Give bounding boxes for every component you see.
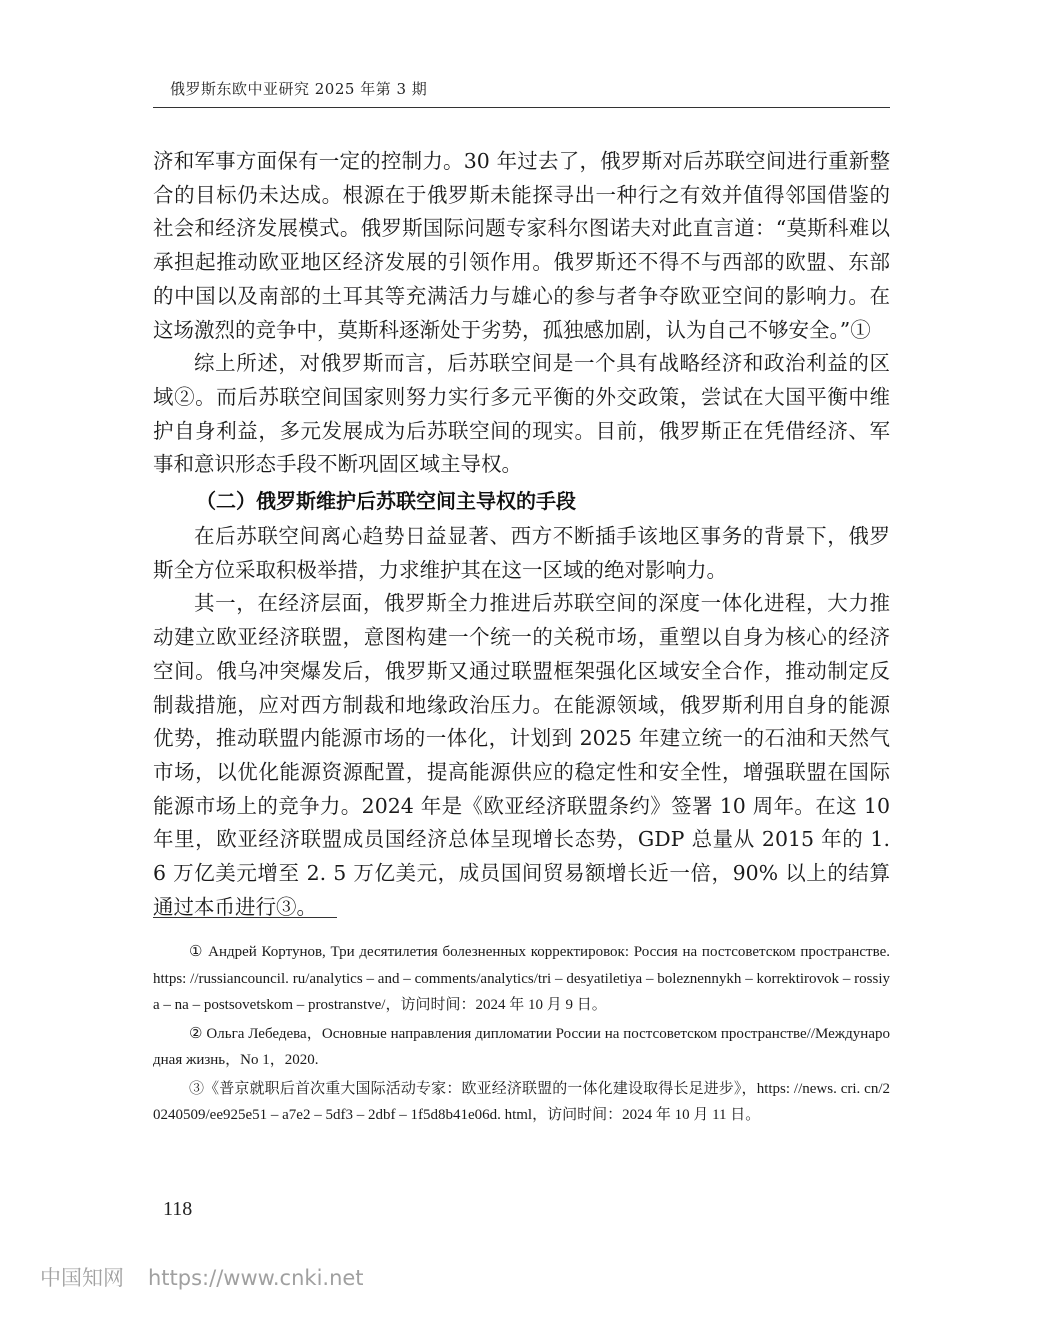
paragraph-1: 济和军事方面保有一定的控制力。30 年过去了，俄罗斯对后苏联空间进行重新整合的目标仍未达成。根源在于俄罗斯未能探寻出一种行之有效并值得邻国借鉴的社会和经济发展模式。俄罗斯国际问题专家科尔图诺夫对此直言道：“莫斯科难以承担起推动欧亚地区经济发展的引领作用。俄罗斯还不得不与西部的欧盟、东部的中国以及南部的土耳其等充满活力与雄心的参与者争夺欧亚空间的影响力。在这场激烈的竞争中，莫斯科逐渐处于劣势，孤独感加剧，认为自己不够安全。”① [153,149,890,342]
cnki-watermark [40,1262,364,1292]
footnote-3: ③《普京就职后首次重大国际活动专家：欧亚经济联盟的一体化建设取得长足进步》，https: //news. cri. cn/20240509/ee925e51 – a7e2 – 5df3 – 2dbf – 1f5d8b41e06d. html，访问时间：2024 年 10 月 11 日。 [153,1080,890,1123]
footnote-rule [153,917,337,918]
main-body [153,145,890,924]
watermark-brand: 中国知网 [40,1266,124,1290]
paragraph-4: 其一，在经济层面，俄罗斯全力推进后苏联空间的深度一体化进程，大力推动建立欧亚经济联盟，意图构建一个统一的关税市场，重塑以自身为核心的经济空间。俄乌冲突爆发后，俄罗斯又通过联盟框架强化区域安全合作，推动制定反制裁措施，应对西方制裁和地缘政治压力。在能源领域，俄罗斯利用自身的能源优势，推动联盟内能源市场的一体化，计划到 2025 年建立统一的石油和天然气市场，以优化能源资源配置，提高能源供应的稳定性和安全性，增强联盟在国际能源市场上的竞争力。2024 年是《欧亚经济联盟条约》签署 10 周年。在这 10 年里，欧亚经济联盟成员国经济总体呈现增长态势，GDP 总量从 2015 年的 1. 6 万亿美元增至 2. 5 万亿美元，成员国间贸易额增长近一倍，90% 以上的结算通过本币进行③。 [153,591,890,919]
footnotes [153,939,890,1131]
footnote-1: ① Андрей Кортунов, Три десятилетия болезненных корректировок: Россия на постсоветском пространстве. https: //russiancouncil. ru/analytics – and – comments/analytics/tri – desyatiletiya – boleznennykh – korrektirovok – rossiya – na – postsovetskom – prostranstve/，访问时间：2024 年 10 月 9 日。 [153,944,890,1013]
footnote-2: ② Ольга Лебедева，Основные направления дипломатии России на постсоветском пространстве//Международная жизнь，No 1，2020. [153,1025,890,1068]
page-number: 118 [163,1198,193,1220]
paragraph-2: 综上所述，对俄罗斯而言，后苏联空间是一个具有战略经济和政治利益的区域②。而后苏联空间国家则努力实行多元平衡的外交政策，尝试在大国平衡中维护自身利益，多元发展成为后苏联空间的现实。目前，俄罗斯正在凭借经济、军事和意识形态手段不断巩固区域主导权。 [153,351,890,477]
section-title: （二）俄罗斯维护后苏联空间主导权的手段 [196,489,576,514]
running-head: 俄罗斯东欧中亚研究 2025 年第 3 期 [170,80,428,98]
header-rule [153,107,890,108]
watermark-url[interactable]: https://www.cnki.net [148,1266,364,1290]
paragraph-3: 在后苏联空间离心趋势日益显著、西方不断插手该地区事务的背景下，俄罗斯全方位采取积极举措，力求维护其在这一区域的绝对影响力。 [153,524,890,582]
